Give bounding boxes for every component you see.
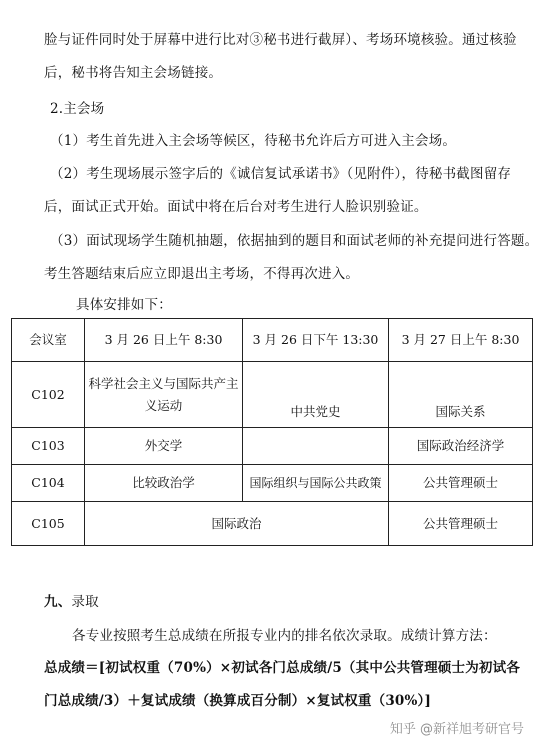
exam-cell-line: 科学社会主义与国际共产主 bbox=[88, 375, 239, 391]
header-cell: 会议室 bbox=[12, 319, 85, 362]
exam-cell: 公共管理硕士 bbox=[389, 465, 533, 502]
room-cell: C102 bbox=[12, 362, 85, 428]
list-item: （2）考生现场展示签字后的《诚信复试承诺书》（见附件），待秘书截图留存 bbox=[50, 166, 512, 182]
room-cell: C103 bbox=[12, 428, 85, 465]
exam-cell bbox=[85, 362, 243, 428]
list-item: （1）考生首先进入主会场等候区，待秘书允许后方可进入主会场。 bbox=[50, 133, 457, 149]
exam-cell: 外交学 bbox=[85, 428, 243, 465]
header-cell: 3 月 26 日上午 8:30 bbox=[85, 319, 243, 362]
schedule-intro: 具体安排如下： bbox=[76, 297, 172, 313]
section-title: 录取 bbox=[71, 594, 99, 610]
exam-cell: 公共管理硕士 bbox=[389, 502, 533, 546]
exam-cell: 比较政治学 bbox=[85, 465, 243, 502]
table-row bbox=[12, 465, 533, 502]
room-cell: C104 bbox=[12, 465, 85, 502]
formula-line: 总成绩＝[初试权重（70%）×初试各门总成绩/5（其中公共管理硕士为初试各 bbox=[44, 660, 521, 676]
list-item-continuation: 考生答题结束后应立即退出主考场，不得再次进入。 bbox=[44, 266, 360, 282]
section-heading bbox=[44, 590, 99, 610]
section-heading: 2.主会场 bbox=[50, 101, 105, 117]
exam-cell: 国际关系 bbox=[389, 362, 533, 428]
list-item-continuation: 后，面试正式开始。面试中将在后台对考生进行人脸识别验证。 bbox=[44, 199, 428, 215]
exam-cell: 国际组织与国际公共政策 bbox=[243, 465, 389, 502]
table-row bbox=[12, 362, 533, 428]
header-cell: 3 月 27 日上午 8:30 bbox=[389, 319, 533, 362]
paragraph-line: 脸与证件同时处于屏幕中进行比对③秘书进行截屏）、考场环境核验。通过核验 bbox=[44, 32, 517, 48]
exam-cell-merged: 国际政治 bbox=[85, 502, 389, 546]
room-cell: C105 bbox=[12, 502, 85, 546]
exam-cell: 中共党史 bbox=[243, 362, 389, 428]
exam-cell bbox=[243, 428, 389, 465]
paragraph-line: 后，秘书将告知主会场链接。 bbox=[44, 65, 223, 81]
table-header-row bbox=[12, 319, 533, 362]
section-number: 九、 bbox=[44, 594, 72, 610]
paragraph-line: 各专业按照考生总成绩在所报专业内的排名依次录取。成绩计算方法： bbox=[72, 628, 497, 644]
watermark-text: 知乎 @新祥旭考研官号 bbox=[389, 722, 524, 737]
formula-line: 门总成绩/3）＋复试成绩（换算成百分制）×复试权重（30%）] bbox=[44, 693, 432, 709]
table-row bbox=[12, 428, 533, 465]
table-row bbox=[12, 502, 533, 546]
schedule-table bbox=[11, 318, 533, 546]
header-cell: 3 月 26 日下午 13:30 bbox=[243, 319, 389, 362]
list-item: （3）面试现场学生随机抽题，依据抽到的题目和面试老师的补充提问进行答题。 bbox=[50, 233, 539, 249]
exam-cell: 国际政治经济学 bbox=[389, 428, 533, 465]
exam-cell-line: 义运动 bbox=[144, 397, 183, 413]
